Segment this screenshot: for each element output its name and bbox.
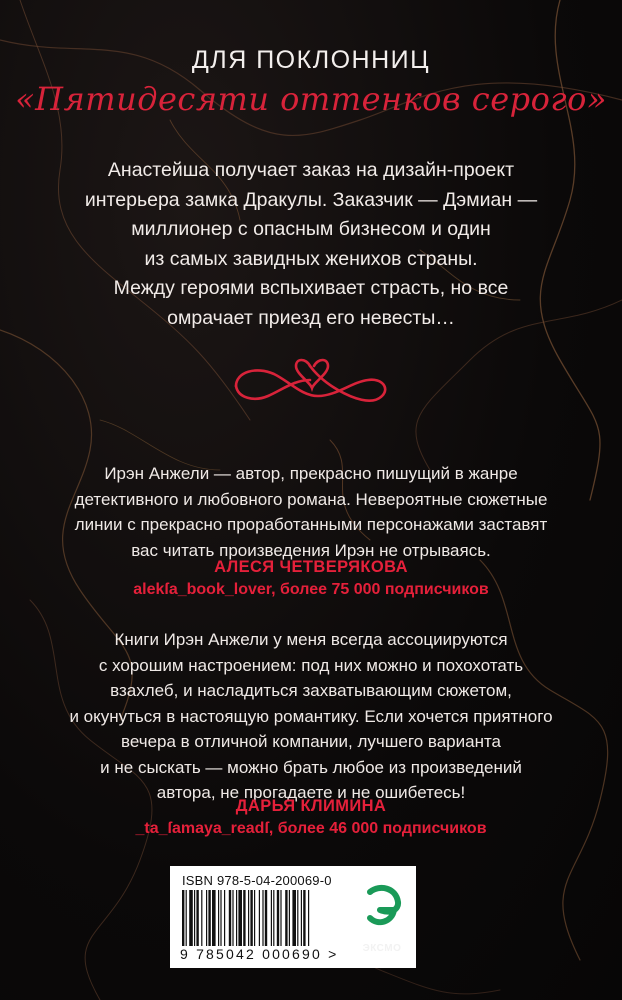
barcode-bar xyxy=(265,890,267,946)
cover-title-script: «Пятидесяти оттенков серого» xyxy=(15,80,607,118)
book-blurb xyxy=(0,156,622,333)
review-line: и окунуться в настоящую романтику. Если хочется приятного xyxy=(69,706,553,726)
blurb-line: Анастейша получает заказ на дизайн-проект xyxy=(107,159,515,181)
reviewer-name: АЛЕСЯ ЧЕТВЕРЯКОВА xyxy=(214,558,408,576)
barcode-bar xyxy=(236,890,237,946)
review-line: линии с прекрасно проработанными персонажами заставят xyxy=(74,515,548,534)
review-line: автора, не прогадаете и не ошибетесь! xyxy=(156,783,466,802)
barcode-bar xyxy=(196,890,198,946)
blurb-line: из самых завидных женихов страны. xyxy=(144,247,478,270)
barcode-bar xyxy=(289,890,290,946)
barcode-bar xyxy=(301,890,302,946)
barcode-bar xyxy=(285,890,287,946)
review-line: вас читать произведения Ирэн не отрываясь. xyxy=(131,540,491,560)
barcode-bar xyxy=(303,890,305,946)
barcode-bar xyxy=(189,890,193,946)
review-line: взахлеб, и насладиться захватывающим сюжетом, xyxy=(110,681,512,700)
barcode-bar xyxy=(194,890,195,946)
barcode-bar xyxy=(212,890,216,946)
barcode-bar xyxy=(292,890,296,946)
barcode-bar xyxy=(271,890,272,946)
blurb-line: миллионер с опасным бизнесом и один xyxy=(131,218,491,240)
heart-infinity-icon xyxy=(226,352,396,408)
barcode-bar xyxy=(201,890,202,946)
barcode-bar xyxy=(297,890,298,946)
barcode-bar xyxy=(224,890,225,946)
review-line: Книги Ирэн Анжели у меня всегда ассоциируются xyxy=(114,630,508,649)
barcode-bar xyxy=(238,890,242,946)
barcode-bar xyxy=(206,890,207,946)
barcode-bar xyxy=(273,890,274,946)
barcode-bar xyxy=(308,890,309,946)
blurb-line: Между героями вспыхивает страсть, но все xyxy=(113,277,509,299)
review-line: детективного и любовного романа. Невероятные сюжетные xyxy=(74,489,548,509)
review-line: с хорошим настроением: под них можно и похохотать xyxy=(98,655,524,675)
reviewer-handle: _ta_ſamaya_readſ, более 46 000 подписчиков xyxy=(135,820,487,837)
barcode-bar xyxy=(218,890,219,946)
barcode-bar xyxy=(248,890,249,946)
barcode-bar xyxy=(259,890,260,946)
reviewer-handle: alekſa_book_lover, более 75 000 подписчиков xyxy=(133,581,489,598)
publisher-name: ЭКСМО xyxy=(362,943,402,954)
review-quote xyxy=(0,627,622,806)
barcode-bar xyxy=(220,890,221,946)
review-line: Ирэн Анжели — автор, прекрасно пишущий в жанре xyxy=(104,464,518,483)
barcode-bar xyxy=(186,890,187,946)
barcode-bar xyxy=(232,890,233,946)
reviewer-name: ДАРЬЯ КЛИМИНА xyxy=(235,797,387,815)
barcode-bar xyxy=(250,890,252,946)
blurb-line: интерьера замка Дракулы. Заказчик — Дэмиан — xyxy=(84,188,538,211)
review-quote xyxy=(0,461,622,563)
isbn-number: ISBN 978-5-04-200069-0 xyxy=(182,873,332,888)
barcode-bar xyxy=(229,890,231,946)
cover-kicker: ДЛЯ ПОКЛОННИЦ xyxy=(191,46,431,74)
review-line: и не сыскать — можно брать любое из произведений xyxy=(100,757,522,777)
barcode-bar xyxy=(182,890,184,946)
barcode-bar xyxy=(208,890,210,946)
blurb-line: омрачает приезд его невесты… xyxy=(167,306,455,329)
barcode-bar xyxy=(277,890,279,946)
review-line: вечера в отличной компании, лучшего варианта xyxy=(120,732,502,751)
barcode-digits: 9 785042 000690 > xyxy=(180,946,339,962)
barcode-bar xyxy=(254,890,255,946)
barcode-bar xyxy=(262,890,263,946)
barcode-bar xyxy=(243,890,245,946)
barcode-bar xyxy=(280,890,281,946)
